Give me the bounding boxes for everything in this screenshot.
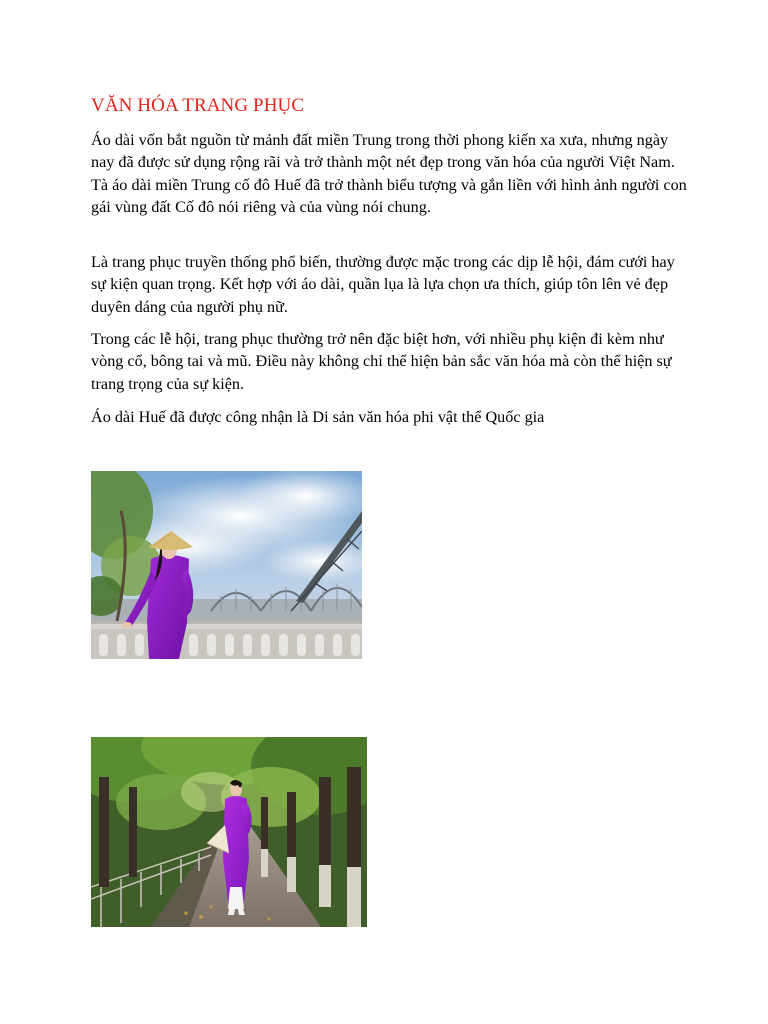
- photo-ao-dai-bridge: [91, 471, 362, 659]
- paragraph-festivals: Trong các lễ hội, trang phục thường trở nên đặc biệt hơn, với nhiều phụ kiện đi kèm như vòng cổ, bông tai và mũ. Điều này không chỉ thể hiện bản sắc văn hóa mà còn thể hiện sự trang trọng của sự kiện.: [91, 330, 672, 393]
- paragraph-heritage: Áo dài Huế đã được công nhận là Di sản văn hóa phi vật thể Quốc gia: [91, 408, 545, 426]
- page-title: VĂN HÓA TRANG PHỤC: [91, 95, 305, 116]
- paragraph-traditional-costume: Là trang phục truyền thống phổ biến, thường được mặc trong các dịp lễ hội, đám cưới hay sự kiện quan trọng. Kết hợp với áo dài, quần lụa là lựa chọn ưa thích, giúp tôn lên vẻ đẹp duyên dáng của người phụ nữ.: [91, 253, 675, 316]
- paragraph-origin: Áo dài vốn bắt nguồn từ mảnh đất miền Trung trong thời phong kiến xa xưa, nhưng ngày nay đã được sử dụng rộng rãi và trở thành một nét đẹp trong văn hóa của người Việt Nam. Tà áo dài miền Trung cố đô Huế đã trở thành biểu tượng và gắn liền với hình ảnh người con gái vùng đất Cố đô nói riêng và của vùng nói chung.: [91, 131, 687, 217]
- photo-ao-dai-tree-path: [91, 737, 367, 927]
